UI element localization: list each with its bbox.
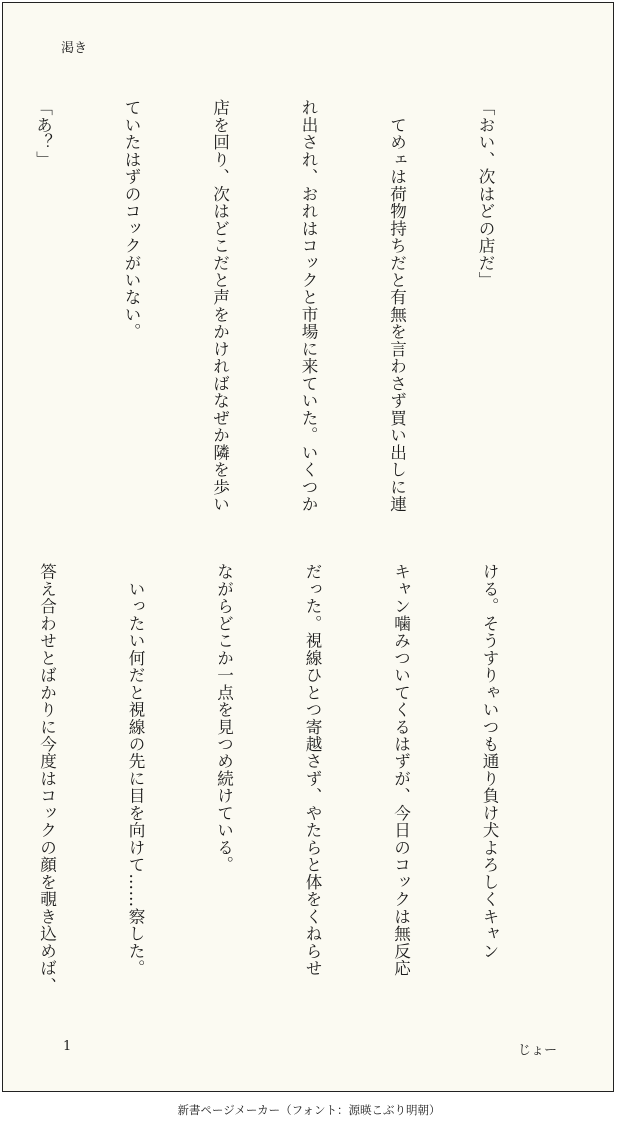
text-line: キャン噛みついてくるはずが、今日のコックは無反応 — [391, 563, 411, 977]
text-line: だった。視線ひとつ寄越さず、やたらと体をくねらせ — [303, 563, 322, 977]
text-line: 「あ？」 — [33, 99, 53, 168]
author-name: じょー — [517, 1043, 557, 1058]
text-line: ける。そうすりゃいつも通り負け犬よろしくキャン — [480, 563, 499, 960]
page-number: 1 — [63, 1039, 72, 1054]
text-block-bottom — [0, 563, 563, 993]
text-line: ながらどこか一点を見つめ続けている。 — [214, 563, 234, 874]
text-line: 店を回り、次はどこだと声をかければなぜか隣を歩い — [210, 99, 230, 513]
text-line: ていたはずのコックがいない。 — [122, 99, 141, 341]
book-page — [2, 2, 614, 1092]
text-line: いったい何だと視線の先に目を向けて……察した。 — [126, 563, 145, 977]
text-line: てめェは荷物持ちだと有無を言わさず買い出しに連 — [387, 99, 407, 513]
text-line: 「おい、次はどの店だ」 — [476, 99, 495, 289]
text-block-top — [0, 99, 559, 529]
text-line: れ出され、おれはコックと市場に来ていた。いくつか — [299, 99, 318, 513]
footer-credit: 新書ページメーカー（フォント：源暎こぶり明朝） — [177, 1103, 441, 1117]
text-line: 答え合わせとばかりに今度はコックの顔を覗き込めば、 — [37, 563, 57, 994]
page-title: 渇き — [61, 41, 88, 56]
